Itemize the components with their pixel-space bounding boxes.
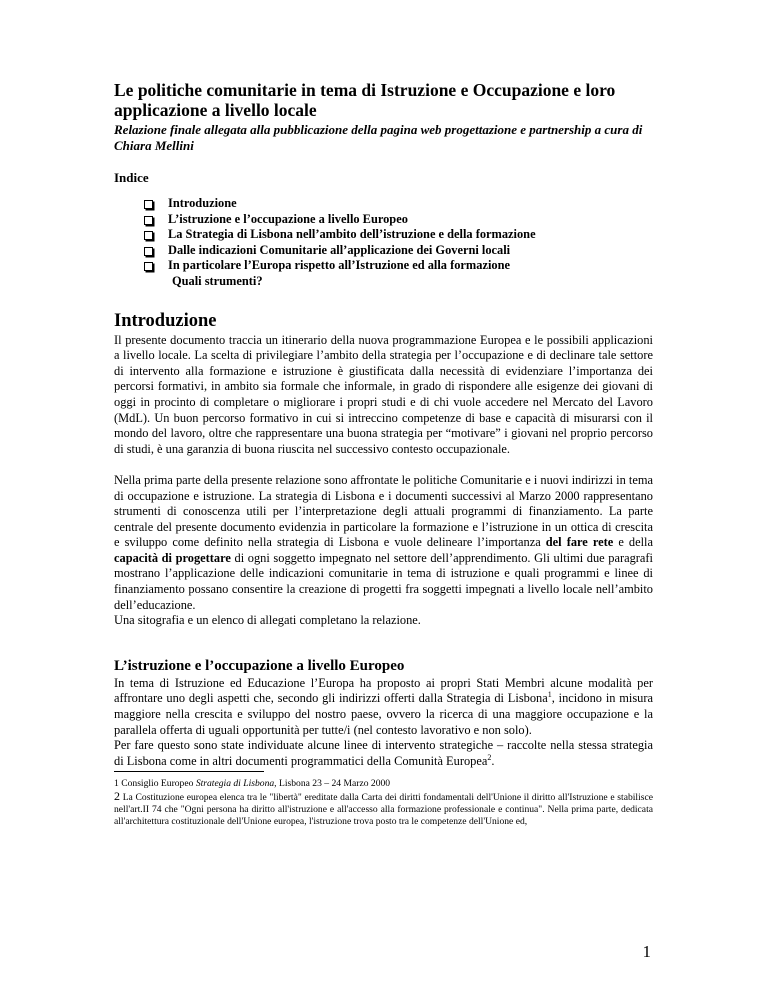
- toc-item: La Strategia di Lisbona nell’ambito dell’istruzione e della formazione: [144, 227, 653, 243]
- footnote-separator: [114, 771, 264, 772]
- intro-paragraph-2: Nella prima parte della presente relazione sono affrontate le politiche Comunitarie e i nuovi indirizzi in tema di occupazione e istruzione. La strategia di Lisbona e i documenti successivi al Marzo 2000 rappresentano strumenti di conoscenza utili per l’interpretazione degli attuali programmi di finanziamento. La parte centrale del presente documento evidenzia in particolare la formazione e l’istruzione in un ottica di crescita e sviluppo come definito nella strategia di Lisbona e vuole delineare l’importanza del fare rete e della capacità di progettare di ogni soggetto impegnato nel settore dell’apprendimento. Gli ultimi due paragrafi mostrano l’applicazione delle indicazioni comunitarie in tema di istruzione e quali programmi e linee di finanziamento possano consentire la creazione di progetti fra soggetti impegnati a livello locale nell’ambito dell’educazione.: [114, 472, 654, 612]
- checkbox-bullet-icon: [144, 216, 153, 225]
- section2-paragraph-1: In tema di Istruzione ed Educazione l’Europa ha proposto ai propri Stati Membri alcune modalità per affrontare uno degli aspetti che, secondo gli indirizzi offerti dalla Strategia di Lisbona$^1$, incidono in misura maggiore nella crescita e sviluppo del nostro paese, ovvero la ricerca di una maggiore occupazione e la parallela offerta di uguali opportunità per tutte/i (nel contesto lavorativo e non solo).: [114, 675, 653, 737]
- index-heading: Indice: [114, 170, 149, 185]
- toc-item: Introduzione: [144, 196, 653, 212]
- toc-subitem: Quali strumenti?: [172, 273, 263, 288]
- toc-item: Dalle indicazioni Comunitarie all’applicazione dei Governi locali: [144, 243, 653, 259]
- toc-item: L’istruzione e l’occupazione a livello Europeo: [144, 212, 653, 228]
- document-page: [114, 80, 653, 828]
- checkbox-bullet-icon: [144, 200, 153, 209]
- intro-paragraph-1: Il presente documento traccia un itinerario della nuova programmazione Europea e le possibili applicazioni a livello locale. La scelta di privilegiare l’ambito della strategia per l’occupazione e di declinare tale settore di intervento alla formazione e istruzione è giustificata dalla necessità di evidenziare l’importanza dei percorsi formativi, in ambito sia formale che informale, in grado di rispondere alle esigenze dei giovani di oggi in procinto di completare o migliorare i propri studi e di chi vuole accedere nel Mercato del Lavoro (MdL). Un buon percorso formativo in cui si intreccino competenze di base e capacità di misurarsi con il mondo del lavoro, oltre che rappresentare una buona strategia per “motivare” i giovani nel proprio percorso di studi, è una garanzia di buona riuscita nel successivo contesto occupazionale.: [114, 332, 653, 456]
- document-title: Le politiche comunitarie in tema di Istruzione e Occupazione e loro applicazione a livello locale: [114, 80, 616, 120]
- intro-paragraph-3: Una sitografia e un elenco di allegati completano la relazione.: [114, 613, 421, 628]
- footnote-1: 1 Consiglio Europeo Strategia di Lisbona, Lisbona 23 – 24 Marzo 2000: [114, 778, 391, 790]
- footnote-ref-1: 1: [547, 690, 552, 700]
- footnote-ref-2: 2: [487, 752, 492, 762]
- document-subtitle: Relazione finale allegata alla pubblicazione della pagina web progettazione e partnership a cura di Chiara Mellini: [114, 122, 643, 153]
- table-of-contents: [114, 196, 653, 274]
- checkbox-bullet-icon: [144, 231, 153, 240]
- section-heading-introduzione: Introduzione: [114, 310, 217, 331]
- footnote-2: 2 La Costituzione europea elenca tra le "libertà" ereditate dalla Carta dei diritti fondamentali dell'Unione il diritto all'Istruzione e stabilisce nell'art.II 74 che "Ogni persona ha diritto all'istruzione e all'accesso alla formazione professionale e continua". Nella prima parte, dedicata all'architettura costituzionale dell'Unione europea, l'istruzione trova posto tra le competenze dell'Unione ed,: [114, 789, 653, 828]
- page-number: 1: [642, 942, 651, 961]
- section-heading-istruzione: L’istruzione e l’occupazione a livello Europeo: [114, 657, 405, 674]
- toc-item: In particolare l’Europa rispetto all’Istruzione ed alla formazione: [144, 258, 653, 274]
- checkbox-bullet-icon: [144, 247, 153, 256]
- checkbox-bullet-icon: [144, 262, 153, 271]
- section2-paragraph-2: Per fare questo sono state individuate alcune linee di intervento strategiche – raccolte nella stessa strategia di Lisbona come in altri documenti programmatici della Comunità Europea$^2$.: [114, 738, 653, 768]
